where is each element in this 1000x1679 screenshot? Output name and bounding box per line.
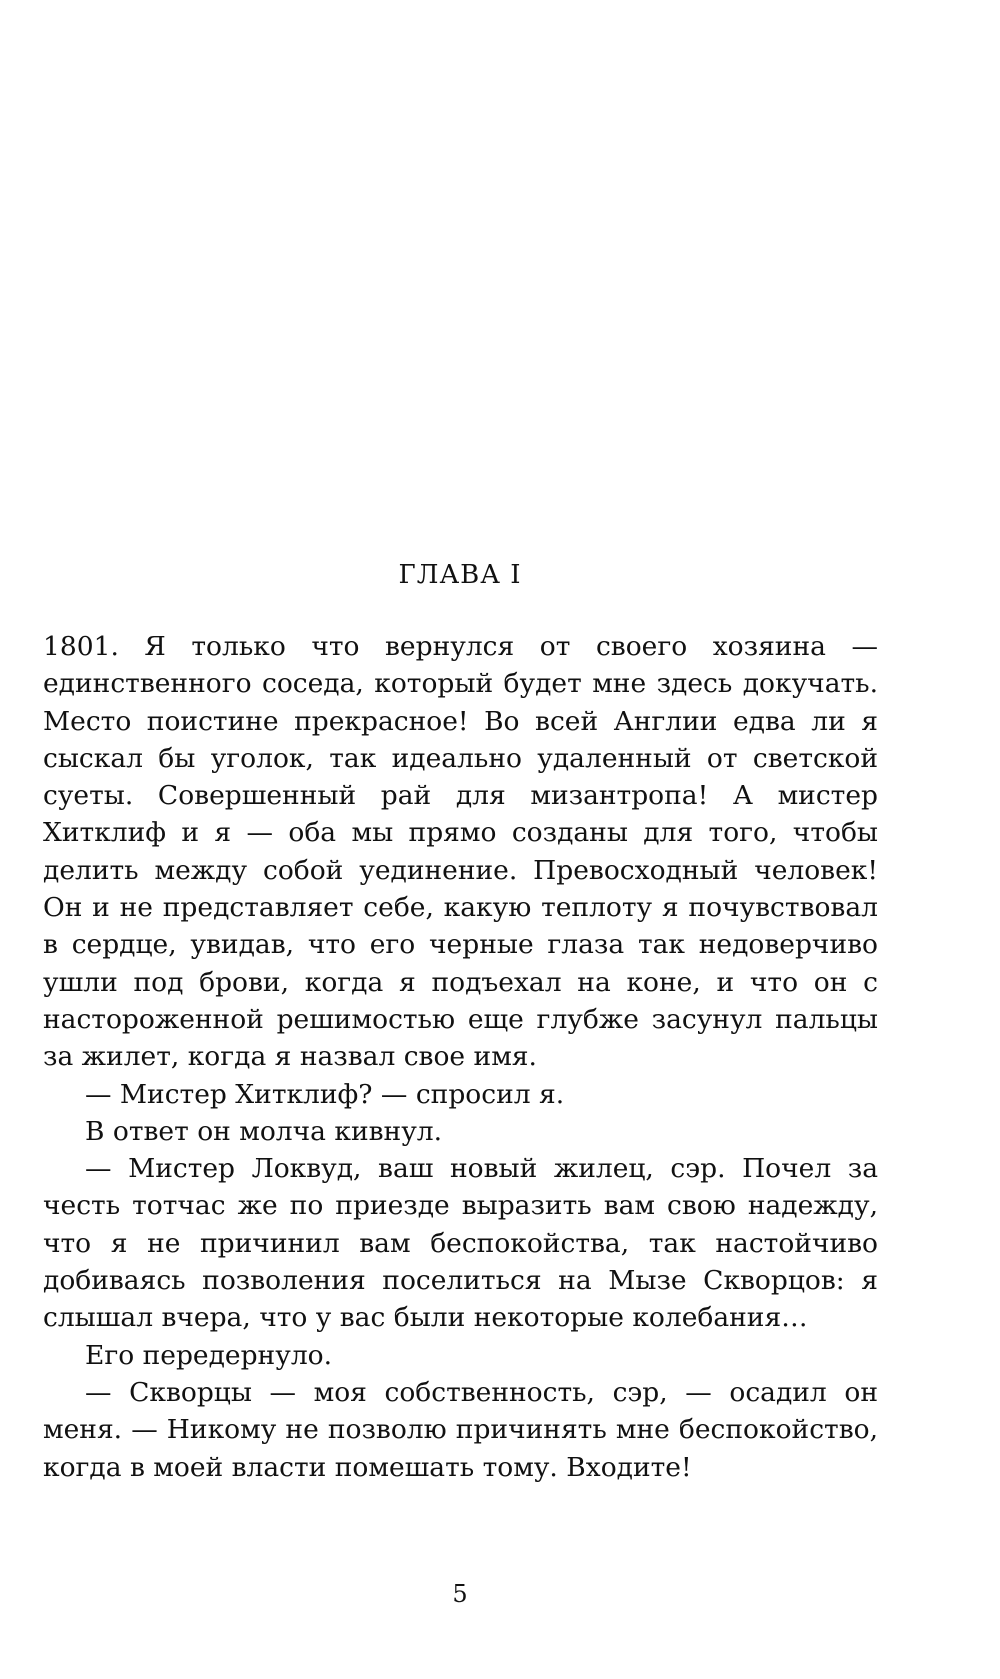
paragraph-dialogue: — Скворцы — моя собственность, сэр, — осадил он меня. — Никому не позволю причинять мне беспокойство, когда в моей власти помешать тому. Входите! <box>43 1376 878 1483</box>
chapter-title: ГЛАВА I <box>398 560 522 590</box>
paragraph-dialogue: — Мистер Хитклиф? — спросил я. <box>85 1078 565 1110</box>
paragraph-narration: Его передернуло. <box>85 1339 333 1371</box>
paragraph-opening: 1801. Я только что вернулся от своего хозяина — единственного соседа, который будет мне здесь докучать. Место поистине прекрасное! Во всей Англии едва ли я сыскал бы уголок, так идеально удаленный от светской суеты. Совершенный рай для мизантропа! А мистер Хитклиф и я — оба мы прямо созданы для того, чтобы делить между собой уединение. Превосходный человек! Он и не представляет себе, какую теплоту я почувствовал в сердце, увидав, что его черные глаза так недоверчиво ушли под брови, когда я подъехал на коне, и что он с настороженной решимостью еще глубже засунул пальцы за жилет, когда я назвал свое имя. <box>43 631 878 1073</box>
paragraph-narration: В ответ он молча кивнул. <box>85 1115 443 1147</box>
page-number: 5 <box>452 1580 468 1608</box>
chapter-body <box>43 628 878 1486</box>
paragraph-dialogue: — Мистер Локвуд, ваш новый жилец, сэр. Почел за честь тотчас же по приезде выразить вам свою надежду, что я не причинил вам беспокойства, так настойчиво добиваясь позволения поселиться на Мызе Скворцов: я слышал вчера, что у вас были некоторые колебания… <box>43 1153 878 1334</box>
